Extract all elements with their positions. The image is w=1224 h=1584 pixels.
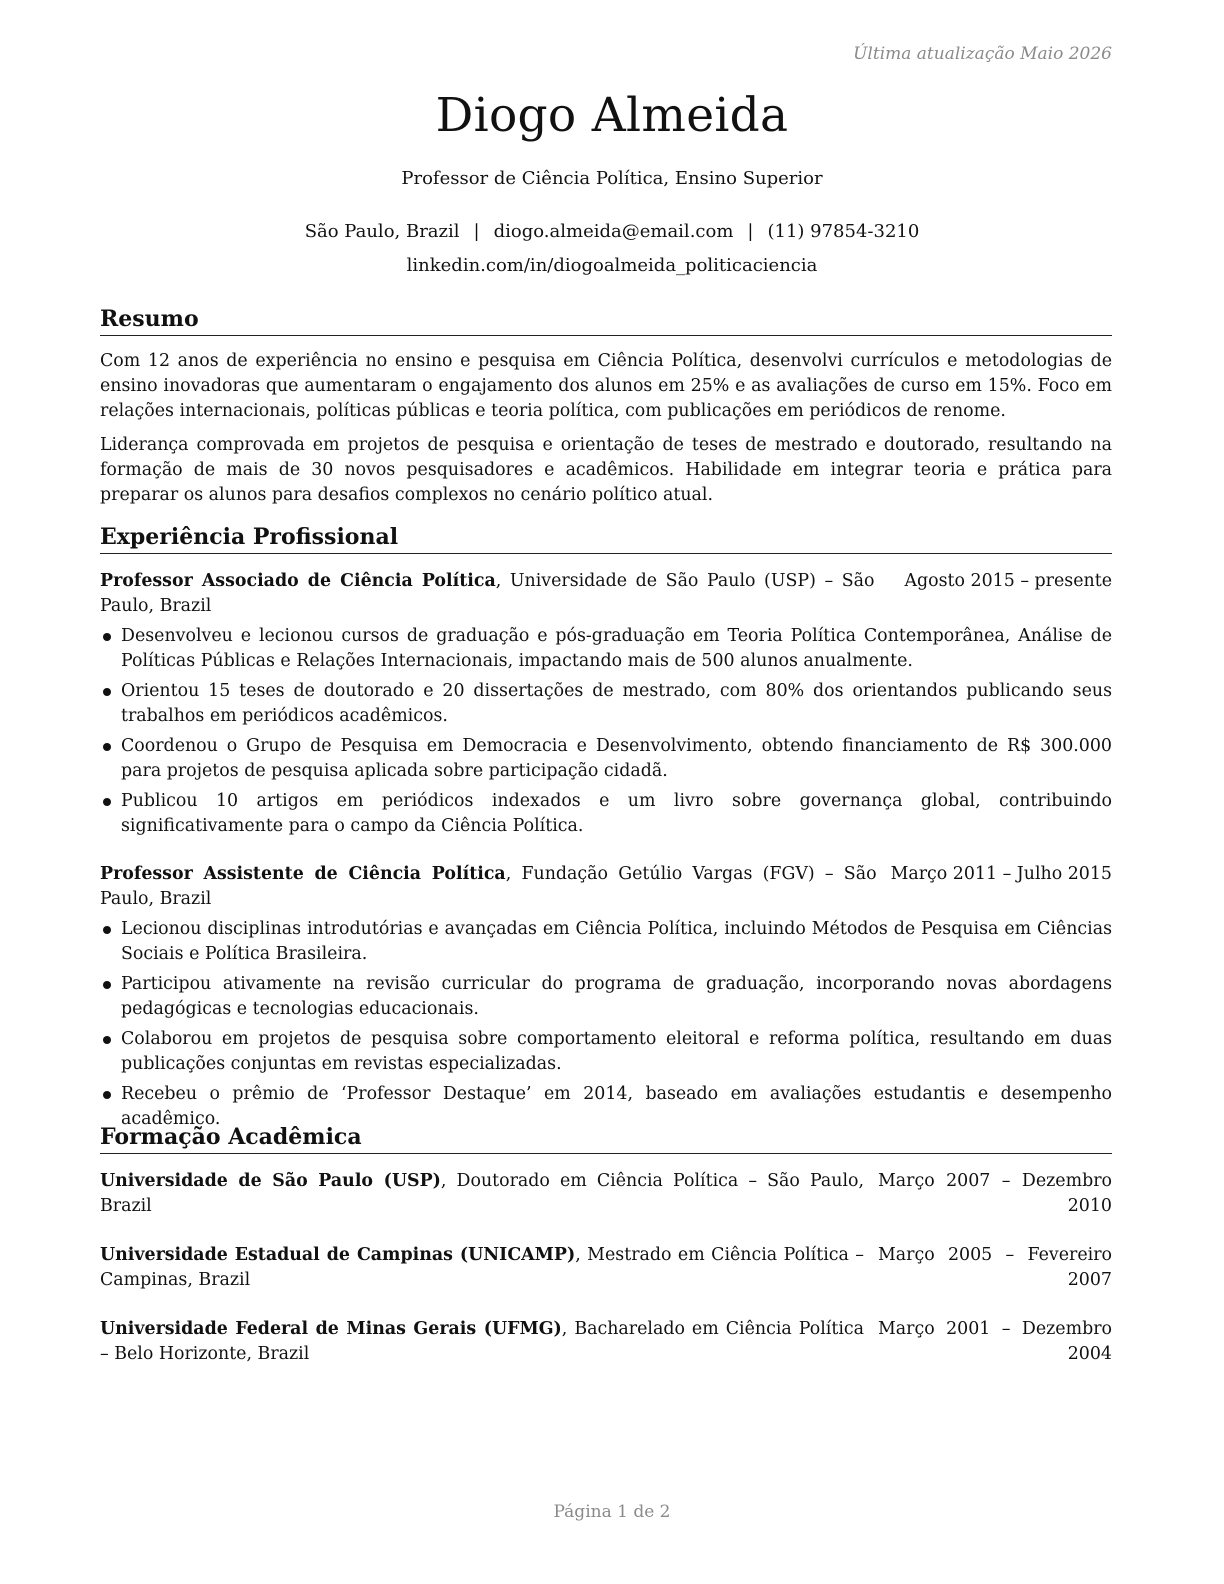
job-org: , Fundação Getúlio Vargas (FGV) – São Paulo, Brazil [100,864,877,909]
education-detail: , Doutorado em Ciência Política – São Paulo, Brazil [100,1171,865,1216]
contact-linkedin[interactable]: linkedin.com/in/diogoalmeida_politicaciencia [406,255,818,276]
education-dates: Março 2007 – Dezembro 2010 [878,1171,1112,1216]
section-title-summary: Resumo [100,305,1112,336]
list-item: Orientou 15 teses de doutorado e 20 dissertações de mestrado, com 80% dos orientandos publicando seus trabalhos em periódicos acadêmicos. [100,679,1112,729]
job-header [100,862,1112,912]
contact-line [0,221,1224,242]
education-entry [100,1169,1112,1219]
contact-separator: | [473,221,480,242]
education-dates: Março 2005 – Fevereiro 2007 [878,1245,1112,1290]
summary-paragraph: Liderança comprovada em projetos de pesquisa e orientação de teses de mestrado e doutorado, resultando na formação de mais de 30 novos pesquisadores e acadêmicos. Habilidade em integrar teoria e prática para preparar os alunos para desafios complexos no cenário político atual. [100,435,1112,505]
job-role: Professor Assistente de Ciência Política [100,864,506,884]
job-bullets [100,624,1112,839]
education-entry [100,1317,1112,1367]
job-entry [100,569,1112,839]
list-item: Coordenou o Grupo de Pesquisa em Democracia e Desenvolvimento, obtendo financiamento de R$ 300.000 para projetos de pesquisa aplicada sobre participação cidadã. [100,734,1112,784]
education-detail: , Mestrado em Ciência Política – Campinas, Brazil [100,1245,864,1290]
job-org: , Universidade de São Paulo (USP) – São Paulo, Brazil [100,571,875,616]
summary-paragraph: Com 12 anos de experiência no ensino e pesquisa em Ciência Política, desenvolvi currículos e metodologias de ensino inovadoras que aumentaram o engajamento dos alunos em 25% e as avaliações de curso em 15%. Foco em relações internacionais, políticas públicas e teoria política, com publicações em periódicos de renome. [100,351,1112,421]
job-role: Professor Associado de Ciência Política [100,571,496,591]
last-updated: Última atualização Maio 2026 [853,44,1112,64]
section-title-experience: Experiência Profissional [100,523,1112,554]
list-item: Participou ativamente na revisão curricular do programa de graduação, incorporando novas abordagens pedagógicas e tecnologias educacionais. [100,972,1112,1022]
section-title-education: Formação Acadêmica [100,1123,1112,1154]
contact-separator: | [747,221,754,242]
list-item: Publicou 10 artigos em periódicos indexados e um livro sobre governança global, contribuindo significativamente para o campo da Ciência Política. [100,789,1112,839]
list-item: Lecionou disciplinas introdutórias e avançadas em Ciência Política, incluindo Métodos de Pesquisa em Ciências Sociais e Política Brasileira. [100,917,1112,967]
education-detail: , Bacharelado em Ciência Política – Belo Horizonte, Brazil [100,1319,865,1364]
job-entry [100,862,1112,1132]
education-school: Universidade Estadual de Campinas (UNICAMP) [100,1245,576,1265]
page-number: Página 1 de 2 [553,1502,671,1522]
list-item: Desenvolveu e lecionou cursos de graduação e pós-graduação em Teoria Política Contemporânea, Análise de Políticas Públicas e Relações Internacionais, impactando mais de 500 alunos anualmente. [100,624,1112,674]
contact-phone: (11) 97854-3210 [767,221,920,242]
education-entry [100,1243,1112,1293]
candidate-subtitle: Professor de Ciência Política, Ensino Superior [401,168,823,189]
list-item: Colaborou em projetos de pesquisa sobre comportamento eleitoral e reforma política, resultando em duas publicações conjuntas em revistas especializadas. [100,1027,1112,1077]
job-bullets [100,917,1112,1132]
education-school: Universidade de São Paulo (USP) [100,1171,441,1191]
list-item: Recebeu o prêmio de ‘Professor Destaque’ em 2014, baseado em avaliações estudantis e desempenho acadêmico. [100,1082,1112,1132]
contact-email[interactable]: diogo.almeida@email.com [493,221,734,242]
education-school: Universidade Federal de Minas Gerais (UFMG) [100,1319,562,1339]
education-dates: Março 2001 – Dezembro 2004 [878,1319,1112,1364]
experience-section [100,523,1112,1132]
job-dates: Março 2011 – Julho 2015 [890,864,1112,884]
contact-location: São Paulo, Brazil [304,221,460,242]
candidate-name: Diogo Almeida [435,88,789,143]
job-header [100,569,1112,619]
education-section [100,1123,1112,1367]
job-dates: Agosto 2015 – presente [904,571,1112,591]
summary-section [100,305,1112,508]
